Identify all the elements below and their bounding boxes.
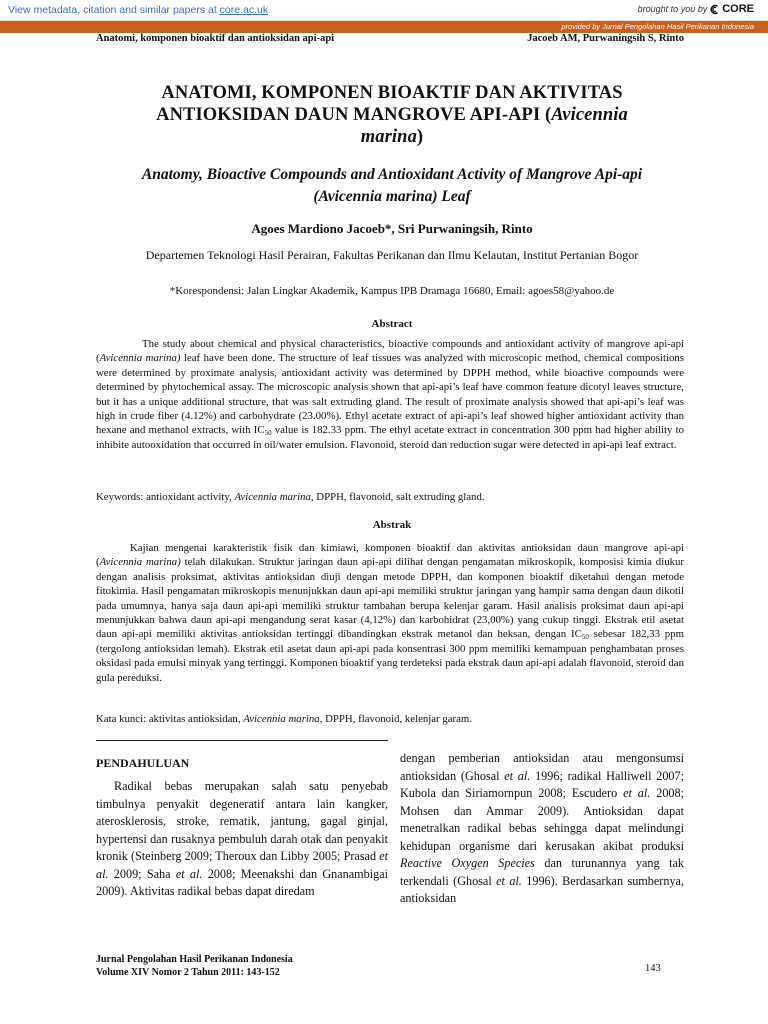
correspondence: *Korespondensi: Jalan Lingkar Akademik, Kampus IPB Dramaga 16680, Email: agoes58@yahoo.de	[169, 285, 615, 297]
intro-right-column	[400, 750, 684, 908]
abstrak-ic-subscript: 50	[581, 633, 589, 642]
abstract-part-3: value is 182.33 ppm. The ethyl acetate extract in concentration 300 ppm had higher ability to inhibite autooxidation that occurred in oil/water emulsion. Flavonoid, steroid dan reduction sugar were detected in api-api leaf extract.	[96, 424, 684, 451]
abstrak-part-1: Kajian mengenai karakteristik fisik dan kimiawi, komponen bioaktif dan aktivitas antioksidan daun mangrove api-api (	[96, 542, 684, 569]
footer-journal-name: Jurnal Pengolahan Hasil Perikanan Indonesia	[96, 954, 293, 965]
keywords-prefix: Keywords: antioxidant activity,	[96, 491, 235, 503]
core-brand[interactable]	[638, 3, 754, 15]
intro-right-part-c: 2008; Mohsen dan Ammar 2009). Antioksidan dapat menetralkan radikal bebas sehingga dapat melindungi kehidupan organisme dari kerusakan akibat produksi	[400, 786, 685, 853]
abstrak-part-2: telah dilakukan. Struktur jaringan daun api-api dilihat dengan pengamatan mikroskopik, komposisi kimia diukur dengan analisis proksimat, aktivitas antioksidan diuji dengan metode DPPH, dan komponen bioaktif diketahui dengan metode fitokimia. Hasil pengamatan mikroskopis menunjukkan daun api-api memiliki struktur jaringan yang hampir sama dengan daun dikotil pada umumnya, hanya saja daun api-api memiliki struktur tambahan berupa kelenjar garam. Hasil analisis proksimat daun api-api menunjukkan bahwa daun api-api mengandung serat kasar (4,12%) dan karbohidrat (23,00%) yang cukup tinggi. Ekstrak etil asetat daun api-api memiliki aktivitas antioksidan tertinggi dibandingkan ekstrak metanol dan heksan, dengan IC	[96, 556, 684, 641]
paper-subtitle	[96, 164, 688, 208]
et-al: et al.	[175, 866, 203, 881]
abstrak-heading: Abstrak	[372, 519, 412, 531]
running-header-left: Anatomi, komponen bioaktif dan antioksidan api-api	[96, 33, 335, 44]
abstract-species: Avicennia marina)	[99, 352, 181, 365]
page-number: 143	[645, 963, 661, 974]
intro-right-part-d: dan turunannya yang tak terkendali (Ghosal	[400, 856, 684, 888]
section-divider	[96, 740, 388, 741]
abstrak-part-3: sebesar 182,33 ppm (tergolong antioksidan lemah). Ekstrak etil asetat daun api-api pada konsentrasi 300 ppm memiliki kemampuan penghambatan proses oksidasi pada emulsi minyak yang tertinggi. Komponen bioaktif yang terdeteksi pada ekstrak daun api-api adalah flavonoid, steroid dan gula pereduksi.	[96, 628, 684, 684]
core-link-prefix: View metadata, citation and similar papers at	[8, 4, 217, 16]
subtitle-line-1: Anatomy, Bioactive Compounds and Antioxidant Activity of Mangrove Api-api	[141, 166, 643, 183]
core-logo-text: CORE	[722, 3, 754, 15]
et-al: et al.	[96, 849, 388, 881]
abstrak-keywords	[96, 712, 684, 726]
abstrak-text	[96, 541, 684, 685]
abstract-text	[96, 337, 684, 452]
intro-left-part-c: 2008; Meenakshi dan Gnanambigai 2009). Aktivitas radikal bebas dapat diredam	[96, 866, 389, 898]
abstract-ic-subscript: 50	[264, 429, 272, 438]
core-metadata-link-line	[8, 4, 268, 16]
keywords-species: Avicennia marina	[234, 491, 311, 503]
kata-kunci-prefix: Kata kunci: aktivitas antioksidan,	[96, 713, 244, 725]
kata-kunci-species: Avicennia marina	[243, 713, 320, 725]
intro-left-part-a: Radikal bebas merupakan salah satu penyebab timbulnya penyakit degeneratif antara lain kangker, aterosklerosis, stroke, rematik, jantung, gagal ginjal, hypertensi dan rusaknya pembuluh darah otak dan penyakit kronik (Steinberg 2009; Theroux dan Libby 2005; Prasad	[96, 779, 388, 863]
affiliation: Departemen Teknologi Hasil Perairan, Fakultas Perikanan dan Ilmu Kelautan, Institut Pertanian Bogor	[145, 248, 639, 262]
abstract-part-1: The study about chemical and physical characteristics, bioactive compounds and antioxidant activity of mangrove api-api (	[96, 338, 684, 365]
core-link[interactable]: core.ac.uk	[219, 4, 269, 16]
title-species-epithet: marina	[360, 127, 417, 147]
kata-kunci-rest: , DPPH, flavonoid, kelenjar garam.	[319, 713, 473, 725]
intro-right-part-e: 1996). Berdasarkan sumbernya, antioksidan	[400, 873, 684, 905]
footer-volume: Volume XIV Nomor 2 Tahun 2011: 143-152	[96, 967, 280, 978]
intro-left-part-b: 2009; Saha	[108, 866, 176, 881]
authors: Agoes Mardiono Jacoeb*, Sri Purwaningsih, Rinto	[251, 221, 533, 236]
intro-right-part-b: 1996; radikal Halliwell 2007; Kubola dan Siriamornpun 2008; Escudero	[400, 768, 684, 800]
abstract-keywords	[96, 490, 684, 504]
abstract-part-2: leaf have been done. The structure of leaf tissues was analyzed with microscopic method, chemical compositions were determined by proximate analysis, antioxidant activity was determined by DPPH method, while bioactive compounds were determined by phytochemical assay. The microscopic analysis shown that api-api’s leaf have common feature dicotyl leaves structure, but it has a unique additional structure, that was salt extruding gland. The result of proximate analysis showed that api-api’s leaf was high in crude fiber (4.12%) and carbohydrate (23.00%). Ethyl acetate extract of api-api’s leaf showed higher antioxidant activity than hexane and methanol extracts, with IC	[96, 352, 685, 437]
running-header-right: Jacoeb AM, Purwaningsih S, Rinto	[527, 33, 684, 44]
title-line-1: ANATOMI, KOMPONEN BIOAKTIF DAN AKTIVITAS	[161, 83, 623, 103]
intro-left-column	[96, 778, 388, 901]
brought-to-you-label: brought to you by	[637, 4, 708, 14]
pendahuluan-heading: PENDAHULUAN	[96, 756, 190, 770]
title-line-2: ANTIOKSIDAN DAUN MANGROVE API-API (	[156, 105, 552, 125]
reactive-oxygen-species: Reactive Oxygen Species	[400, 856, 535, 870]
et-al: et al.	[496, 873, 522, 888]
title-close-paren: )	[416, 127, 424, 147]
intro-right-part-a: dengan pemberian antioksidan atau mengonsumsi antioksidan (Ghosal	[400, 751, 684, 783]
title-species-genus: Avicennia	[551, 105, 628, 125]
paper-title	[100, 82, 684, 148]
et-al: et al.	[504, 768, 531, 783]
provided-by-text[interactable]: provided by Jurnal Pengolahan Hasil Perikanan Indonesia	[561, 22, 754, 31]
footer-journal-info	[96, 953, 293, 979]
abstract-heading: Abstract	[371, 318, 413, 330]
abstrak-species: Avicennia marina)	[99, 556, 181, 569]
subtitle-line-2: (Avicennia marina) Leaf	[313, 188, 471, 205]
core-logo-icon	[710, 4, 719, 15]
keywords-rest: , DPPH, flavonoid, salt extruding gland.	[310, 491, 485, 503]
running-header	[96, 33, 684, 47]
et-al: et al.	[623, 786, 651, 800]
core-banner	[0, 0, 768, 21]
provided-by-bar	[0, 21, 768, 33]
